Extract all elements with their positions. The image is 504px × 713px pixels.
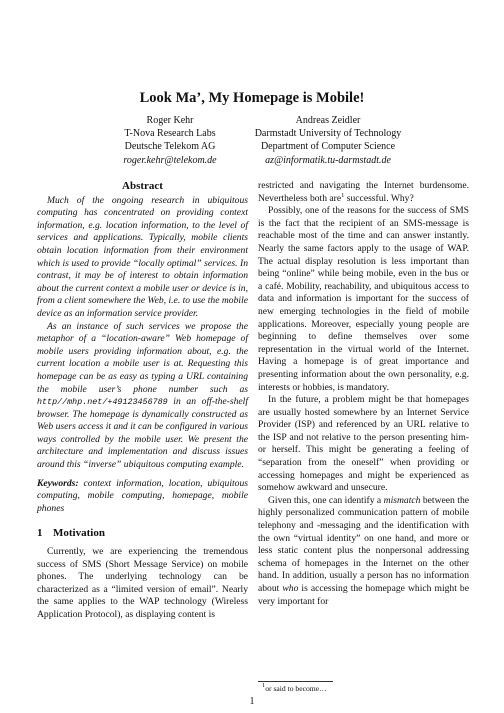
author-affiliation: Deutsche Telekom AG: [124, 141, 216, 153]
author-block-2: [228, 114, 428, 167]
left-column: [37, 180, 248, 622]
author-affiliation: Department of Computer Science: [260, 141, 396, 153]
body-text: restricted and navigating the Internet burdensome. Nevertheless both are: [258, 180, 469, 204]
right-column: [258, 180, 469, 608]
body-paragraph: [258, 180, 469, 205]
emphasis-text: who: [282, 583, 299, 594]
author-block-1: [100, 114, 240, 167]
author-email[interactable]: roger.kehr@telekom.de: [123, 154, 217, 166]
body-text: is accessing the homepage which might be very important for: [258, 583, 469, 607]
emphasis-text: mismatch: [383, 494, 421, 506]
footnote-marker[interactable]: 1: [341, 191, 345, 199]
keywords-paragraph: [37, 478, 248, 516]
body-text: Given this, one can identify a: [268, 494, 384, 506]
author-name: Roger Kehr: [146, 115, 194, 126]
keywords-label: Keywords:: [37, 477, 79, 489]
abstract-paragraph: Much of the ongoing research in ubiquitous computing has concentrated on providing context information, e.g. location information, to the level of services and applications. Typically, mobile clients obtain location information from their environment which is used to provide “locally optimal” services. In contrast, it may be of interest to obtain information about the current context a mobile user or device is in, from a client somewhere the Web, i.e. to use the mobile device as an information service provider.: [37, 194, 248, 319]
author-email[interactable]: az@informatik.tu-darmstadt.de: [265, 154, 391, 166]
body-paragraph: Currently, we are experiencing the tremendous success of SMS (Short Message Service) on mobile phones. The underlying technology can be characterized as a “limited version of email”. Nearly the same applies to the WAP technology (Wireless Application Protocol), as displaying content is: [37, 546, 248, 620]
abstract-text: As an instance of such services we propose the metaphor of a “location-aware” Web homepage of mobile users providing information about, e.g. the current location a mobile user is at. Requesting this homepage can be as easy as typing a URL containing the mobile user’s phone number such as: [37, 320, 248, 395]
section-title: Motivation: [53, 527, 105, 540]
abstract-text: in an off-the-shelf browser. The homepage is dynamically constructed as Web users access it and it can be configured in various ways controlled by the mobile user. We present the architecture and implementation and discuss issues around this “inverse” ubiquitous computing example.: [37, 396, 248, 471]
body-paragraph: Possibly, one of the reasons for the success of SMS is the fact that the recipient of an SMS-message is reachable most of the time and can answer instantly. Nearly the same factors apply to the usage of WAP. The actual display resolution is less important than being “online” while being mobile, even in the bus or a café. Mobility, reachability, and ubiquitous access to data and information is important for the success of new emerging technologies in the field of mobile applications. Moreover, especially young people are beginning to define themselves over some representation in the virtual world of the Internet. Having a homepage is of great importance and presenting information about the own personality, e.g. interests or hobbies, is mandatory.: [258, 205, 469, 393]
footnote-text: or said to become…: [265, 684, 327, 693]
example-url[interactable]: http//mhp.net/+49123456789: [37, 397, 168, 408]
page-number: 1: [249, 696, 255, 707]
body-text: successful. Why?: [344, 192, 414, 204]
keywords-text: context information, location, ubiquitous computing, mobile computing, homepage, mobile phones: [37, 477, 248, 514]
footnote-number: 1: [262, 682, 266, 689]
author-name: Andreas Zeidler: [295, 115, 361, 126]
body-text: between the highly personalized communication pattern of mobile telephony and -messaging and the identification with the own “virtual identity” on one hand, and more or less static content plus the nonpersonal addressing schema of homepages in the Internet on the other hand. In addition, usually a person has no information about: [258, 494, 469, 594]
abstract-heading: Abstract: [122, 180, 163, 192]
author-affiliation: Darmstadt University of Technology: [254, 128, 402, 140]
paper-title: Look Ma’, My Homepage is Mobile!: [139, 90, 365, 106]
body-paragraph: In the future, a problem might be that homepages are usually hosted somewhere by an Internet Service Provider (ISP) and referenced by an URL relative to the ISP and not relative to the person presenting him- or herself. This might be generating a feeling of “separation from the oneself” when providing or accessing homepages and might be experienced as somehow awkward and unsecure.: [258, 394, 469, 494]
author-affiliation: T-Nova Research Labs: [124, 128, 216, 140]
footnote-divider: [258, 681, 333, 682]
body-paragraph: [258, 495, 469, 608]
section-heading: [37, 527, 248, 540]
footnote: [262, 684, 327, 693]
section-number: 1: [37, 527, 43, 540]
abstract-paragraph: [37, 321, 248, 472]
